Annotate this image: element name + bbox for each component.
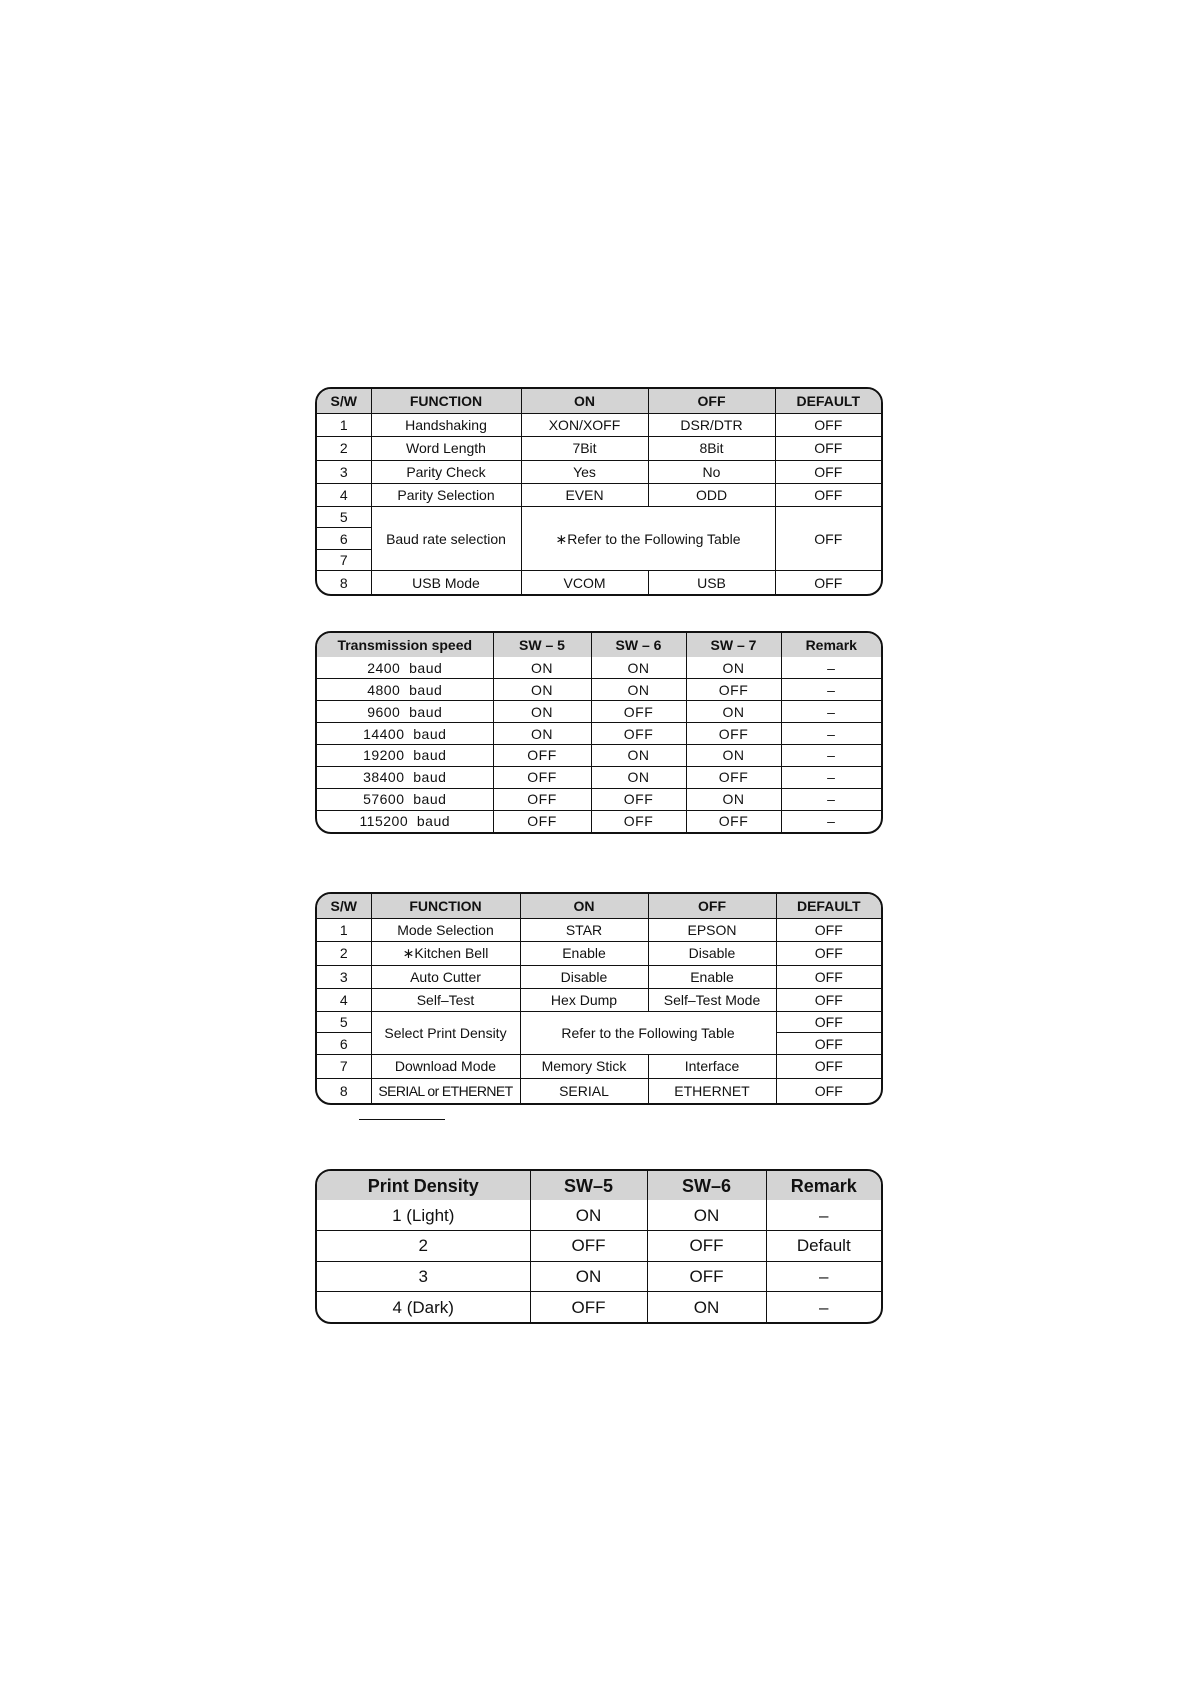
speed-cell: 19200 baud	[317, 745, 493, 767]
sw6-cell: OFF	[591, 810, 686, 832]
off-cell: DSR/DTR	[648, 413, 775, 436]
table-row	[317, 1200, 881, 1230]
dip-switch-1-table	[315, 387, 883, 596]
header-on: ON	[521, 389, 648, 413]
density-cell: 3	[317, 1261, 530, 1291]
sw6-cell: OFF	[591, 723, 686, 745]
remark-cell: –	[766, 1292, 881, 1322]
table-row	[317, 1231, 881, 1261]
header-sw5: SW – 5	[493, 633, 591, 657]
speed-cell: 38400 baud	[317, 766, 493, 788]
speed-cell: 9600 baud	[317, 701, 493, 723]
default-cell: OFF	[775, 437, 881, 460]
table-row	[317, 571, 881, 594]
speed-cell: 57600 baud	[317, 788, 493, 810]
on-cell: Hex Dump	[520, 988, 648, 1011]
header-function: FUNCTION	[371, 389, 521, 413]
off-cell: Enable	[648, 965, 776, 988]
off-cell: No	[648, 460, 775, 483]
function-cell: Handshaking	[371, 413, 521, 436]
default-cell: OFF	[775, 507, 881, 571]
speed-cell: 14400 baud	[317, 723, 493, 745]
function-cell: Self–Test	[371, 988, 520, 1011]
default-cell: OFF	[776, 1012, 881, 1033]
sw-number: 1	[317, 918, 371, 941]
table-header-row	[317, 633, 881, 657]
header-sw: S/W	[317, 389, 371, 413]
off-cell: ODD	[648, 483, 775, 506]
sw7-cell: ON	[686, 701, 781, 723]
header-remark: Remark	[766, 1171, 881, 1200]
default-cell: OFF	[776, 1054, 881, 1078]
off-cell: USB	[648, 571, 775, 594]
header-off: OFF	[648, 389, 775, 413]
function-cell: Word Length	[371, 437, 521, 460]
sw-number: 7	[317, 1054, 371, 1078]
speed-cell: 4800 baud	[317, 679, 493, 701]
sw5-cell: OFF	[493, 788, 591, 810]
off-cell: Self–Test Mode	[648, 988, 776, 1011]
table-header-row	[317, 894, 881, 918]
speed-cell: 2400 baud	[317, 657, 493, 679]
sw5-cell: OFF	[530, 1292, 647, 1322]
sw6-cell: ON	[647, 1200, 766, 1230]
sw5-cell: OFF	[493, 810, 591, 832]
on-cell: VCOM	[521, 571, 648, 594]
function-cell: ∗Kitchen Bell	[371, 942, 520, 965]
sw6-cell: ON	[591, 679, 686, 701]
sw-number: 2	[317, 942, 371, 965]
function-cell: USB Mode	[371, 571, 521, 594]
sw-number: 3	[317, 965, 371, 988]
remark-cell: –	[781, 788, 881, 810]
table-row	[317, 1012, 881, 1033]
table-row	[317, 723, 881, 745]
sw5-cell: OFF	[530, 1231, 647, 1261]
table-row	[317, 918, 881, 941]
table-row	[317, 810, 881, 832]
header-default: DEFAULT	[776, 894, 881, 918]
sw6-cell: OFF	[591, 701, 686, 723]
sw5-cell: OFF	[493, 766, 591, 788]
sw-number: 5	[317, 507, 371, 528]
table-row	[317, 942, 881, 965]
sw-number: 4	[317, 483, 371, 506]
sw-number: 5	[317, 1012, 371, 1033]
remark-cell: Default	[766, 1231, 881, 1261]
on-cell: Enable	[520, 942, 648, 965]
header-default: DEFAULT	[775, 389, 881, 413]
header-sw: S/W	[317, 894, 371, 918]
sw5-cell: ON	[493, 701, 591, 723]
table-row	[317, 483, 881, 506]
sw5-cell: ON	[493, 657, 591, 679]
sw6-cell: OFF	[647, 1261, 766, 1291]
sw-number: 4	[317, 988, 371, 1011]
density-cell: 2	[317, 1231, 530, 1261]
sw5-cell: ON	[530, 1261, 647, 1291]
baud-rate-note: ∗Refer to the Following Table	[521, 507, 775, 571]
header-remark: Remark	[781, 633, 881, 657]
sw-number: 7	[317, 549, 371, 570]
print-density-function: Select Print Density	[371, 1012, 520, 1055]
sw7-cell: ON	[686, 788, 781, 810]
footnote-underline	[359, 1119, 445, 1120]
sw5-cell: OFF	[493, 745, 591, 767]
default-cell: OFF	[775, 571, 881, 594]
table-row	[317, 679, 881, 701]
sw5-cell: ON	[493, 679, 591, 701]
table-row	[317, 657, 881, 679]
sw5-cell: ON	[493, 723, 591, 745]
default-cell: OFF	[775, 413, 881, 436]
dip-switch-2-table	[315, 892, 883, 1105]
on-cell: Memory Stick	[520, 1054, 648, 1078]
sw-number: 6	[317, 528, 371, 549]
on-cell: 7Bit	[521, 437, 648, 460]
print-density-table	[315, 1169, 883, 1324]
sw6-cell: ON	[647, 1292, 766, 1322]
table-row	[317, 988, 881, 1011]
function-cell: Auto Cutter	[371, 965, 520, 988]
sw6-cell: OFF	[647, 1231, 766, 1261]
baud-rate-table	[315, 631, 883, 834]
remark-cell: –	[781, 657, 881, 679]
sw6-cell: ON	[591, 745, 686, 767]
print-density-note: Refer to the Following Table	[520, 1012, 776, 1055]
on-cell: SERIAL	[520, 1079, 648, 1103]
default-cell: OFF	[776, 1079, 881, 1103]
sw-number: 8	[317, 1079, 371, 1103]
sw-number: 6	[317, 1033, 371, 1054]
table-row	[317, 437, 881, 460]
sw6-cell: ON	[591, 657, 686, 679]
sw7-cell: OFF	[686, 723, 781, 745]
sw7-cell: OFF	[686, 766, 781, 788]
baud-rate-function: Baud rate selection	[371, 507, 521, 571]
sw7-cell: OFF	[686, 810, 781, 832]
table-row	[317, 788, 881, 810]
header-transmission-speed: Transmission speed	[317, 633, 493, 657]
default-cell: OFF	[775, 460, 881, 483]
sw7-cell: OFF	[686, 679, 781, 701]
default-cell: OFF	[775, 483, 881, 506]
sw7-cell: ON	[686, 657, 781, 679]
default-cell: OFF	[776, 918, 881, 941]
table-row	[317, 745, 881, 767]
on-cell: Yes	[521, 460, 648, 483]
table-row	[317, 1054, 881, 1078]
default-cell: OFF	[776, 965, 881, 988]
function-cell: Download Mode	[371, 1054, 520, 1078]
header-print-density: Print Density	[317, 1171, 530, 1200]
header-function: FUNCTION	[371, 894, 520, 918]
sw-number: 1	[317, 413, 371, 436]
remark-cell: –	[781, 701, 881, 723]
default-cell: OFF	[776, 1033, 881, 1054]
table-row	[317, 701, 881, 723]
sw7-cell: ON	[686, 745, 781, 767]
table-header-row	[317, 1171, 881, 1200]
sw-number: 8	[317, 571, 371, 594]
table-row	[317, 1079, 881, 1103]
remark-cell: –	[781, 810, 881, 832]
off-cell: ETHERNET	[648, 1079, 776, 1103]
header-off: OFF	[648, 894, 776, 918]
function-cell: Mode Selection	[371, 918, 520, 941]
on-cell: Disable	[520, 965, 648, 988]
table-row	[317, 766, 881, 788]
density-cell: 1 (Light)	[317, 1200, 530, 1230]
function-cell: Parity Check	[371, 460, 521, 483]
remark-cell: –	[766, 1261, 881, 1291]
table-header-row	[317, 389, 881, 413]
on-cell: STAR	[520, 918, 648, 941]
header-sw6: SW – 6	[591, 633, 686, 657]
remark-cell: –	[781, 723, 881, 745]
sw5-cell: ON	[530, 1200, 647, 1230]
table-row	[317, 460, 881, 483]
table-row	[317, 965, 881, 988]
off-cell: Interface	[648, 1054, 776, 1078]
remark-cell: –	[781, 679, 881, 701]
density-cell: 4 (Dark)	[317, 1292, 530, 1322]
on-cell: EVEN	[521, 483, 648, 506]
on-cell: XON/XOFF	[521, 413, 648, 436]
header-sw6: SW–6	[647, 1171, 766, 1200]
sw-number: 2	[317, 437, 371, 460]
default-cell: OFF	[776, 942, 881, 965]
header-on: ON	[520, 894, 648, 918]
header-sw7: SW – 7	[686, 633, 781, 657]
function-cell: SERIAL or ETHERNET	[371, 1079, 520, 1103]
header-sw5: SW–5	[530, 1171, 647, 1200]
table-row	[317, 507, 881, 528]
off-cell: Disable	[648, 942, 776, 965]
table-row	[317, 413, 881, 436]
table-row	[317, 1261, 881, 1291]
remark-cell: –	[766, 1200, 881, 1230]
function-cell: Parity Selection	[371, 483, 521, 506]
default-cell: OFF	[776, 988, 881, 1011]
off-cell: 8Bit	[648, 437, 775, 460]
speed-cell: 115200 baud	[317, 810, 493, 832]
table-row	[317, 1292, 881, 1322]
remark-cell: –	[781, 766, 881, 788]
sw6-cell: OFF	[591, 788, 686, 810]
sw-number: 3	[317, 460, 371, 483]
sw6-cell: ON	[591, 766, 686, 788]
remark-cell: –	[781, 745, 881, 767]
off-cell: EPSON	[648, 918, 776, 941]
